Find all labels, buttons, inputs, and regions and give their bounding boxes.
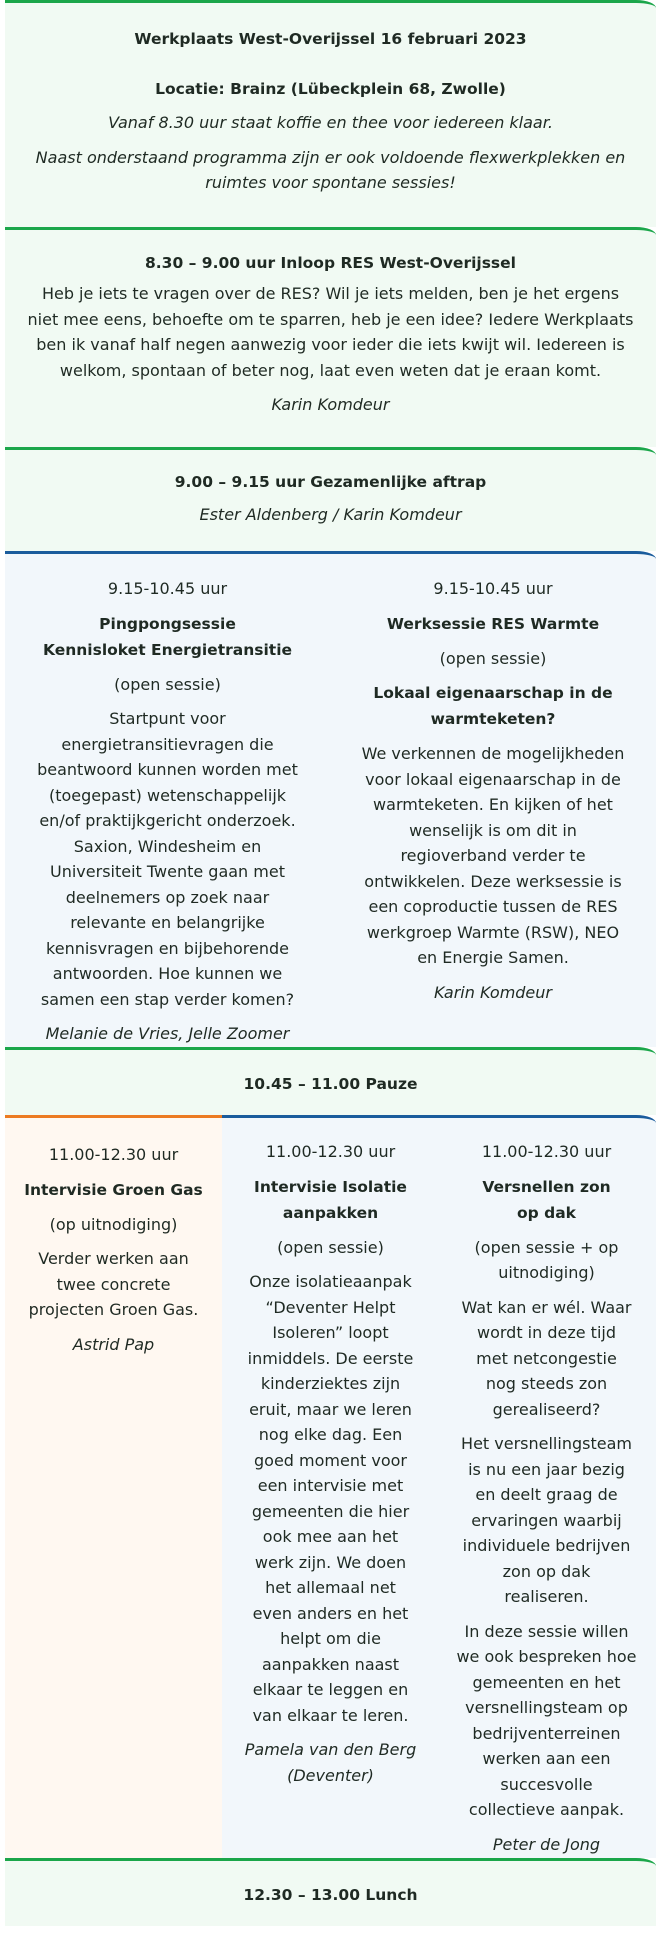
session1-right-type: (open sessie) xyxy=(439,648,547,668)
session2-col1-body: Verder werken aan twee concrete projecten Groen Gas. xyxy=(28,1249,199,1319)
session2-col2-body: Onze isolatieaanpak “Deventer Helpt Isoleren” loopt inmiddels. De eerste kinderziektes zijn eruit, maar we leren nog elke dag. Een goed moment voor een intervisie met gemeenten die hier ook mee aan het werk zijn. We doen het allemaal net even anders en het helpt om die aanpakken naast elkaar te leggen en van elkaar te leren. xyxy=(247,1272,414,1725)
coffee-note: Vanaf 8.30 uur staat koffie en thee voor iedereen klaar. xyxy=(108,113,553,132)
aftrap-speaker: Ester Aldenberg / Karin Komdeur xyxy=(199,505,462,524)
session2-col1-title: Intervisie Groen Gas xyxy=(24,1180,203,1199)
aftrap-title: 9.00 – 9.15 uur Gezamenlijke aftrap xyxy=(174,473,487,491)
session1-right-title: Werksessie RES Warmte xyxy=(386,614,600,633)
session2-blue xyxy=(222,1115,656,1858)
session2-col3-type: (open sessie + op uitnodiging) xyxy=(474,1237,619,1282)
session1-left-title-line2: Kennisloket Energietransitie xyxy=(42,640,293,659)
program xyxy=(5,0,656,1926)
session1-left-time: 9.15-10.45 uur xyxy=(107,579,228,598)
session2-col3-body1: Wat kan er wél. Waar wordt in deze tijd met netcongestie nog steeds zon gerealiseerd? xyxy=(461,1297,632,1419)
session2-col2-time: 11.00-12.30 uur xyxy=(265,1142,396,1161)
session2-col1-type: (op uitnodiging) xyxy=(49,1214,178,1234)
session1-right-time: 9.15-10.45 uur xyxy=(433,579,553,598)
intro-block xyxy=(5,0,656,227)
session1-right-subtitle: Lokaal eigenaarschap in de warmteketen? xyxy=(373,684,613,728)
session2-col3-time: 11.00-12.30 uur xyxy=(481,1142,612,1161)
session2-col3-body2: Het versnellingsteam is nu een jaar bezig en deelt graag de ervaringen waarbij individuele bedrijven zon op dak realiseren. xyxy=(461,1434,632,1606)
inloop-speaker: Karin Komdeur xyxy=(271,395,390,414)
inloop-title: 8.30 – 9.00 uur Inloop RES West-Overijssel xyxy=(145,254,516,272)
session2-col1-time: 11.00-12.30 uur xyxy=(48,1145,179,1164)
pauze-title: 10.45 – 11.00 Pauze xyxy=(243,1075,418,1093)
lunch-block xyxy=(5,1858,656,1926)
event-location: Locatie: Brainz (Lübeckplein 68, Zwolle) xyxy=(155,80,506,98)
session1-right-speaker: Karin Komdeur xyxy=(434,982,552,1002)
session2-col3-title: Versnellen zon op dak xyxy=(482,1177,611,1222)
session1-left-type: (open sessie) xyxy=(114,674,221,694)
session1-left-title-line1: Pingpongsessie xyxy=(99,614,236,633)
session1-right xyxy=(330,554,656,1047)
aftrap-block xyxy=(5,447,656,551)
session1-left-speaker: Melanie de Vries, Jelle Zoomer xyxy=(45,1024,290,1043)
session2-col1-speaker: Astrid Pap xyxy=(72,1334,155,1354)
session2-col3 xyxy=(439,1118,656,1858)
session2-col2-type: (open sessie) xyxy=(277,1237,384,1257)
inloop-body: Heb je iets te vragen over de RES? Wil je iets melden, ben je het ergens niet mee eens, behoefte om te sparren, heb je een idee? Iedere Werkplaats ben ik vanaf half negen aanwezig voor ieder die iets kwijt wil. Iedereen is welkom, spontaan of beter nog, laat even weten dat je eraan komt. xyxy=(27,284,634,380)
session2-col3-body3: In deze sessie willen we ook bespreken hoe gemeenten en het versnellingsteam op bedrijventerreinen werken aan een succesvolle collectieve aanpak. xyxy=(456,1621,637,1819)
session2-col3-speaker: Peter de Jong xyxy=(492,1834,601,1854)
lunch-title: 12.30 – 13.00 Lunch xyxy=(243,1886,418,1904)
session1-right-body: We verkennen de mogelijkheden voor lokaal eigenaarschap in de warmteketen. En kijken of het wenselijk is om dit in regioverband verder te ontwikkelen. Deze werksessie is een coproductie tussen de RES werkgroep Warmte (RSW), NEO en Energie Samen. xyxy=(361,744,625,967)
session1-left-body: Startpunt voor energietransitievragen die beantwoord kunnen worden met (toegepast) wetenschappelijk en/of praktijkgericht onderzoek. Saxion, Windesheim en Universiteit Twente gaan met deelnemers op zoek naar relevante en belangrijke kennisvragen en bijbehorende antwoorden. Hoe kunnen we samen een stap verder komen? xyxy=(37,709,298,1009)
session1-block xyxy=(5,551,656,1047)
inloop-block xyxy=(5,227,656,447)
flexwork-note: Naast onderstaand programma zijn er ook voldoende flexwerkplekken en ruimtes voor spontane sessies! xyxy=(35,147,626,192)
session2-col2 xyxy=(222,1118,439,1858)
pauze-block xyxy=(5,1047,656,1115)
session2-col2-title: Intervisie Isolatie aanpakken xyxy=(254,1177,407,1222)
session2-block xyxy=(5,1115,656,1858)
session1-left xyxy=(5,554,330,1047)
event-title: Werkplaats West-Overijssel 16 februari 2023 xyxy=(134,30,527,48)
session2-col1 xyxy=(5,1115,222,1858)
session2-col2-speaker: Pamela van den Berg (Deventer) xyxy=(244,1740,417,1785)
